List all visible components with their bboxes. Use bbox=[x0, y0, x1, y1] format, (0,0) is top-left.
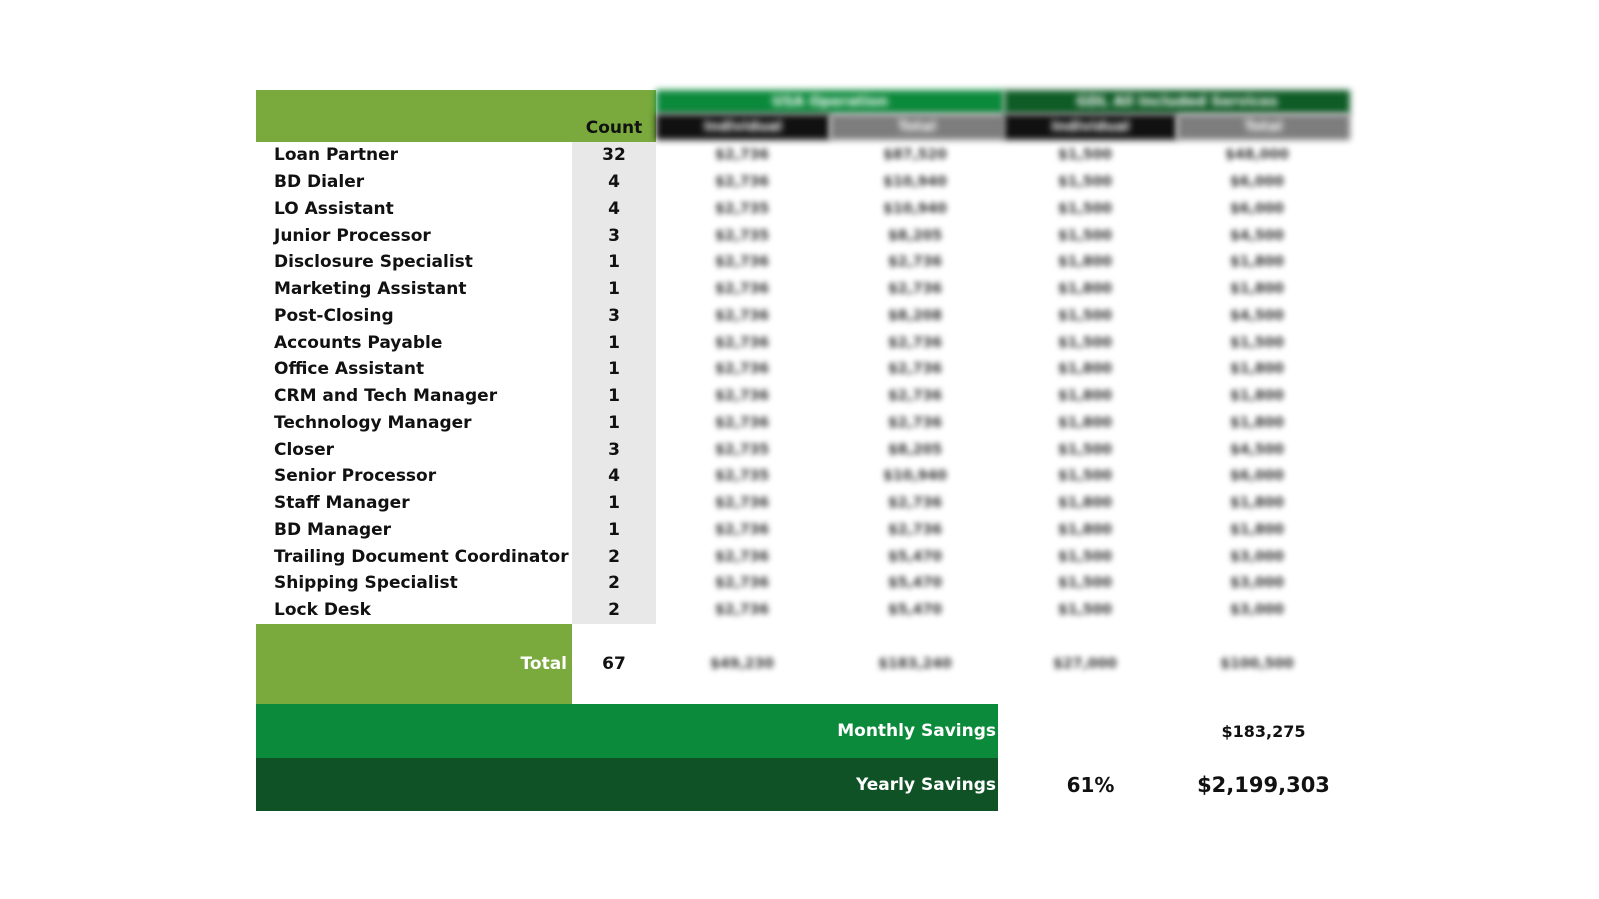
role-count: 1 bbox=[608, 252, 620, 273]
gdl-individual-cell: $1,800 bbox=[1057, 495, 1113, 512]
usa-individual-cell: $2,736 bbox=[714, 521, 770, 538]
gdl-individual-cell: $1,500 bbox=[1057, 602, 1113, 619]
gdl-total-cell: $3,000 bbox=[1229, 575, 1285, 592]
usa-total-cell: $5,470 bbox=[887, 575, 943, 592]
total-gdl-individual: $27,000 bbox=[1053, 656, 1117, 672]
role-name: Technology Manager bbox=[274, 412, 472, 433]
role-name: Marketing Assistant bbox=[274, 279, 467, 300]
role-name: Office Assistant bbox=[274, 359, 425, 380]
usa-total-cell: $2,736 bbox=[887, 388, 943, 405]
role-name: Staff Manager bbox=[274, 493, 410, 514]
gdl-total-cell: $1,800 bbox=[1229, 281, 1285, 298]
monthly-savings-value: $183,275 bbox=[1221, 721, 1306, 741]
role-count: 3 bbox=[608, 439, 620, 460]
gdl-services-header: GDL All Included Services bbox=[1004, 90, 1350, 114]
table-row bbox=[256, 303, 1350, 330]
gdl-total-cell: $1,800 bbox=[1229, 254, 1285, 271]
role-count: 1 bbox=[608, 279, 620, 300]
role-name: CRM and Tech Manager bbox=[274, 386, 498, 407]
table-row bbox=[256, 383, 1350, 410]
usa-total-cell: $2,736 bbox=[887, 254, 943, 271]
usa-total-cell: $2,736 bbox=[887, 495, 943, 512]
usa-total-cell: $10,940 bbox=[883, 174, 947, 191]
usa-individual-cell: $2,736 bbox=[714, 548, 770, 565]
usa-individual-cell: $2,736 bbox=[714, 147, 770, 164]
role-count: 1 bbox=[608, 332, 620, 353]
role-name: LO Assistant bbox=[274, 198, 394, 219]
gdl-total-cell: $48,000 bbox=[1225, 147, 1289, 164]
gdl-individual-cell: $1,500 bbox=[1057, 227, 1113, 244]
gdl-total-cell: $1,800 bbox=[1229, 388, 1285, 405]
role-count: 1 bbox=[608, 519, 620, 540]
table-row bbox=[256, 490, 1350, 517]
usa-individual-cell: $2,735 bbox=[714, 441, 770, 458]
role-name: Senior Processor bbox=[274, 466, 437, 487]
gdl-total-cell: $3,000 bbox=[1229, 548, 1285, 565]
usa-total-cell: $5,470 bbox=[887, 602, 943, 619]
usa-total-cell: $10,940 bbox=[883, 200, 947, 217]
role-name: Lock Desk bbox=[274, 600, 371, 621]
role-name: Disclosure Specialist bbox=[274, 252, 473, 273]
gdl-total-header: Total bbox=[1177, 114, 1350, 140]
role-count: 3 bbox=[608, 305, 620, 326]
table-row bbox=[256, 570, 1350, 597]
role-count: 4 bbox=[608, 466, 620, 487]
yearly-savings-label: Yearly Savings bbox=[256, 758, 998, 811]
usa-individual-cell: $2,736 bbox=[714, 361, 770, 378]
gdl-individual-cell: $1,500 bbox=[1057, 174, 1113, 191]
gdl-individual-cell: $1,500 bbox=[1057, 548, 1113, 565]
table-row bbox=[256, 543, 1350, 570]
usa-individual-cell: $2,736 bbox=[714, 334, 770, 351]
yearly-savings-value: $2,199,303 bbox=[1197, 772, 1330, 797]
role-count: 1 bbox=[608, 359, 620, 380]
usa-individual-cell: $2,736 bbox=[714, 575, 770, 592]
usa-total-cell: $8,205 bbox=[887, 441, 943, 458]
table-row bbox=[256, 436, 1350, 463]
role-name: Post-Closing bbox=[274, 305, 394, 326]
total-count: 67 bbox=[602, 654, 626, 674]
gdl-total-cell: $1,800 bbox=[1229, 521, 1285, 538]
gdl-total-cell: $1,500 bbox=[1229, 334, 1285, 351]
role-name: Closer bbox=[274, 439, 335, 460]
usa-individual-cell: $2,736 bbox=[714, 254, 770, 271]
table-row bbox=[256, 142, 1350, 169]
usa-individual-cell: $2,735 bbox=[714, 200, 770, 217]
role-count: 2 bbox=[608, 600, 620, 621]
usa-individual-header: Individual bbox=[656, 114, 830, 140]
table-row bbox=[256, 410, 1350, 437]
role-name: Trailing Document Coordinator bbox=[274, 546, 569, 567]
gdl-individual-cell: $1,800 bbox=[1057, 388, 1113, 405]
gdl-individual-cell: $1,800 bbox=[1057, 281, 1113, 298]
table-row bbox=[256, 597, 1350, 624]
role-count: 1 bbox=[608, 412, 620, 433]
gdl-total-cell: $4,500 bbox=[1229, 227, 1285, 244]
usa-total-cell: $2,736 bbox=[887, 521, 943, 538]
usa-total-cell: $5,470 bbox=[887, 548, 943, 565]
role-count: 32 bbox=[602, 145, 626, 166]
usa-individual-cell: $2,736 bbox=[714, 174, 770, 191]
gdl-total-cell: $1,800 bbox=[1229, 495, 1285, 512]
gdl-individual-cell: $1,500 bbox=[1057, 468, 1113, 485]
usa-total-cell: $8,208 bbox=[887, 307, 943, 324]
usa-total-cell: $2,736 bbox=[887, 334, 943, 351]
usa-total-header: Total bbox=[830, 114, 1004, 140]
gdl-individual-cell: $1,500 bbox=[1057, 307, 1113, 324]
gdl-total-cell: $4,500 bbox=[1229, 441, 1285, 458]
role-count: 2 bbox=[608, 546, 620, 567]
usa-individual-cell: $2,736 bbox=[714, 414, 770, 431]
role-name: Loan Partner bbox=[274, 145, 399, 166]
usa-individual-cell: $2,735 bbox=[714, 468, 770, 485]
usa-individual-cell: $2,736 bbox=[714, 307, 770, 324]
usa-total-cell: $8,205 bbox=[887, 227, 943, 244]
role-count: 1 bbox=[608, 386, 620, 407]
gdl-individual-header: Individual bbox=[1004, 114, 1177, 140]
total-usa-total: $183,240 bbox=[878, 656, 952, 672]
usa-individual-cell: $2,736 bbox=[714, 281, 770, 298]
gdl-total-cell: $6,000 bbox=[1229, 174, 1285, 191]
table-row bbox=[256, 329, 1350, 356]
table-row bbox=[256, 356, 1350, 383]
usa-total-cell: $2,736 bbox=[887, 281, 943, 298]
usa-total-cell: $87,520 bbox=[883, 147, 947, 164]
gdl-total-cell: $1,800 bbox=[1229, 414, 1285, 431]
role-count: 2 bbox=[608, 573, 620, 594]
gdl-individual-cell: $1,500 bbox=[1057, 334, 1113, 351]
usa-total-cell: $10,940 bbox=[883, 468, 947, 485]
role-count: 1 bbox=[608, 493, 620, 514]
total-label: Total bbox=[520, 654, 567, 674]
role-name: Accounts Payable bbox=[274, 332, 443, 353]
table-row bbox=[256, 517, 1350, 544]
table-row bbox=[256, 249, 1350, 276]
gdl-individual-cell: $1,800 bbox=[1057, 254, 1113, 271]
usa-individual-cell: $2,736 bbox=[714, 602, 770, 619]
role-name: Shipping Specialist bbox=[274, 573, 458, 594]
gdl-individual-cell: $1,800 bbox=[1057, 414, 1113, 431]
role-count: 3 bbox=[608, 225, 620, 246]
gdl-total-cell: $1,800 bbox=[1229, 361, 1285, 378]
count-header: Count bbox=[585, 118, 643, 138]
usa-individual-cell: $2,736 bbox=[714, 388, 770, 405]
role-name: BD Manager bbox=[274, 519, 392, 540]
gdl-total-cell: $3,000 bbox=[1229, 602, 1285, 619]
usa-operation-header: USA Operation bbox=[656, 90, 1004, 114]
total-usa-individual: $49,230 bbox=[710, 656, 774, 672]
gdl-total-cell: $6,000 bbox=[1229, 200, 1285, 217]
gdl-individual-cell: $1,800 bbox=[1057, 361, 1113, 378]
monthly-savings-label: Monthly Savings bbox=[256, 704, 998, 758]
gdl-total-cell: $6,000 bbox=[1229, 468, 1285, 485]
table-row bbox=[256, 169, 1350, 196]
usa-individual-cell: $2,736 bbox=[714, 495, 770, 512]
usa-individual-cell: $2,735 bbox=[714, 227, 770, 244]
role-count: 4 bbox=[608, 172, 620, 193]
gdl-total-cell: $4,500 bbox=[1229, 307, 1285, 324]
gdl-individual-cell: $1,500 bbox=[1057, 147, 1113, 164]
role-count: 4 bbox=[608, 198, 620, 219]
table-row bbox=[256, 276, 1350, 303]
table-row bbox=[256, 196, 1350, 223]
yearly-savings-percent: 61% bbox=[1066, 772, 1115, 797]
usa-total-cell: $2,736 bbox=[887, 361, 943, 378]
role-name: Junior Processor bbox=[274, 225, 431, 246]
gdl-individual-cell: $1,500 bbox=[1057, 200, 1113, 217]
gdl-individual-cell: $1,500 bbox=[1057, 575, 1113, 592]
gdl-individual-cell: $1,500 bbox=[1057, 441, 1113, 458]
table-row bbox=[256, 463, 1350, 490]
table-row bbox=[256, 222, 1350, 249]
total-gdl-total: $100,500 bbox=[1220, 656, 1294, 672]
role-name: BD Dialer bbox=[274, 172, 365, 193]
usa-total-cell: $2,736 bbox=[887, 414, 943, 431]
gdl-individual-cell: $1,800 bbox=[1057, 521, 1113, 538]
